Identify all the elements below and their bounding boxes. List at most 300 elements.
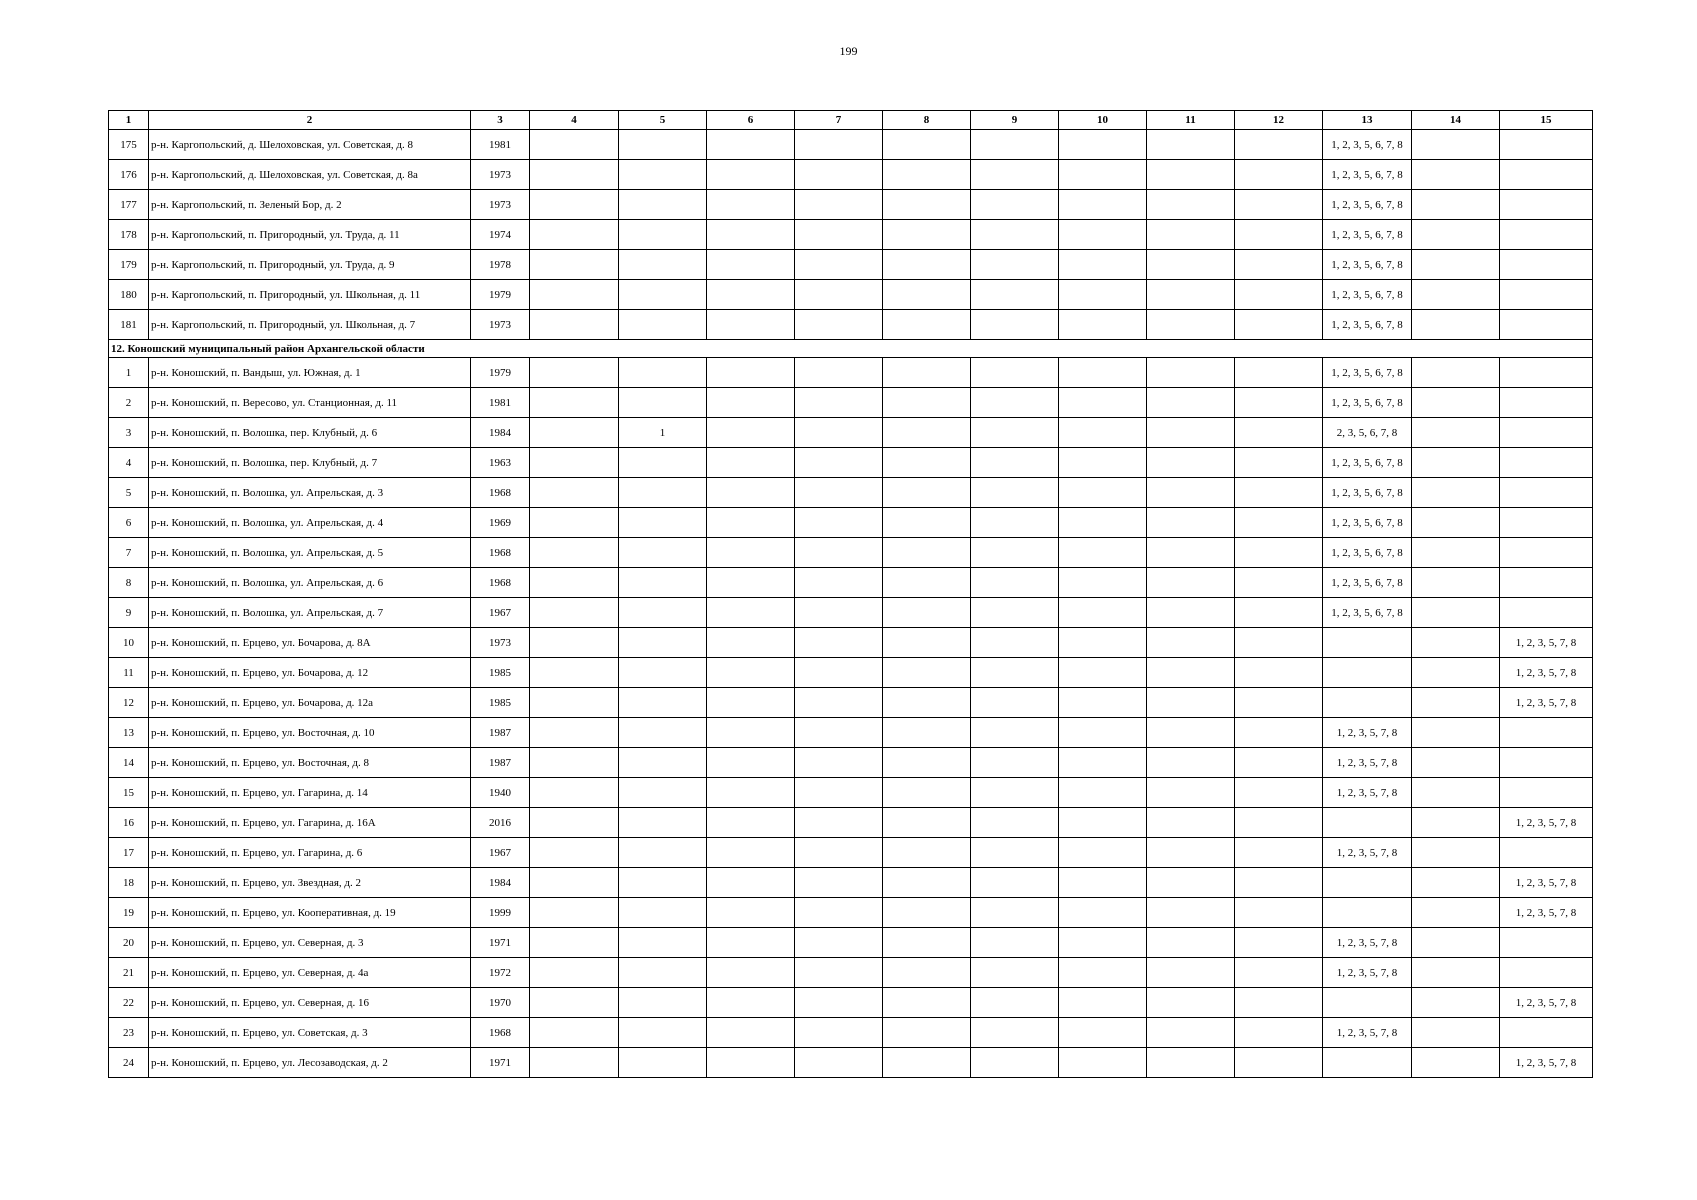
table-cell-col-13: 1, 2, 3, 5, 6, 7, 8 [1323, 508, 1412, 538]
table-cell-col-4 [530, 160, 619, 190]
table-cell-col-14 [1412, 928, 1500, 958]
table-cell-col-7 [795, 418, 883, 448]
column-header-9: 9 [971, 111, 1059, 130]
table-cell-col-15: 1, 2, 3, 5, 7, 8 [1500, 898, 1593, 928]
column-header-2: 2 [149, 111, 471, 130]
table-cell-col-13: 1, 2, 3, 5, 6, 7, 8 [1323, 130, 1412, 160]
table-cell-col-9 [971, 358, 1059, 388]
table-cell-col-4 [530, 478, 619, 508]
table-cell-col-14 [1412, 808, 1500, 838]
table-cell-col-9 [971, 1018, 1059, 1048]
table-cell-col-14 [1412, 658, 1500, 688]
table-cell-col-13 [1323, 988, 1412, 1018]
table-cell-col-4 [530, 310, 619, 340]
table-header [109, 111, 1593, 130]
table-cell-col-10 [1059, 418, 1147, 448]
table-cell-col-8 [883, 688, 971, 718]
table-cell-col-7 [795, 808, 883, 838]
table-cell-col-12 [1235, 958, 1323, 988]
table-cell-col-9 [971, 388, 1059, 418]
table-cell-col-1: 21 [109, 958, 149, 988]
table-cell-col-8 [883, 538, 971, 568]
table-cell-col-1: 2 [109, 388, 149, 418]
table-cell-col-8 [883, 838, 971, 868]
table-cell-col-10 [1059, 220, 1147, 250]
table-cell-col-6 [707, 280, 795, 310]
table-cell-col-6 [707, 310, 795, 340]
table-row [109, 160, 1593, 190]
table-cell-col-2: р-н. Коношский, п. Волошка, пер. Клубный, д. 7 [149, 448, 471, 478]
table-cell-col-6 [707, 598, 795, 628]
table-cell-col-15 [1500, 508, 1593, 538]
table-cell-col-12 [1235, 838, 1323, 868]
table-cell-col-4 [530, 568, 619, 598]
table-cell-col-7 [795, 538, 883, 568]
table-cell-col-11 [1147, 160, 1235, 190]
table-cell-col-5 [619, 598, 707, 628]
table-cell-col-9 [971, 448, 1059, 478]
table-cell-col-13: 1, 2, 3, 5, 6, 7, 8 [1323, 358, 1412, 388]
table-cell-col-1: 179 [109, 250, 149, 280]
table-cell-col-5 [619, 190, 707, 220]
table-cell-col-10 [1059, 958, 1147, 988]
table-cell-col-2: р-н. Каргопольский, п. Пригородный, ул. Труда, д. 11 [149, 220, 471, 250]
table-cell-col-15: 1, 2, 3, 5, 7, 8 [1500, 628, 1593, 658]
table-cell-col-13 [1323, 868, 1412, 898]
table-cell-col-7 [795, 280, 883, 310]
table-cell-col-13: 1, 2, 3, 5, 6, 7, 8 [1323, 280, 1412, 310]
table-cell-col-8 [883, 658, 971, 688]
table-cell-col-6 [707, 838, 795, 868]
table-cell-col-11 [1147, 388, 1235, 418]
table-cell-col-3: 1968 [471, 478, 530, 508]
table-cell-col-15 [1500, 598, 1593, 628]
table-cell-col-2: р-н. Коношский, п. Ерцево, ул. Восточная, д. 10 [149, 718, 471, 748]
table-cell-col-11 [1147, 838, 1235, 868]
table-cell-col-4 [530, 1048, 619, 1078]
table-cell-col-13 [1323, 1048, 1412, 1078]
table-cell-col-15 [1500, 778, 1593, 808]
table-cell-col-11 [1147, 928, 1235, 958]
table-row [109, 748, 1593, 778]
table-cell-col-6 [707, 868, 795, 898]
table-cell-col-14 [1412, 250, 1500, 280]
table-cell-col-3: 1972 [471, 958, 530, 988]
table-row [109, 928, 1593, 958]
table-cell-col-11 [1147, 568, 1235, 598]
table-cell-col-7 [795, 220, 883, 250]
table-cell-col-10 [1059, 748, 1147, 778]
table-cell-col-11 [1147, 868, 1235, 898]
table-cell-col-9 [971, 928, 1059, 958]
table-cell-col-4 [530, 688, 619, 718]
table-cell-col-12 [1235, 628, 1323, 658]
table-cell-col-8 [883, 220, 971, 250]
table-row [109, 838, 1593, 868]
table-cell-col-13: 1, 2, 3, 5, 7, 8 [1323, 838, 1412, 868]
table-cell-col-15 [1500, 388, 1593, 418]
table-cell-col-4 [530, 658, 619, 688]
table-cell-col-8 [883, 310, 971, 340]
table-cell-col-5 [619, 688, 707, 718]
table-cell-col-6 [707, 448, 795, 478]
table-cell-col-8 [883, 478, 971, 508]
table-cell-col-2: р-н. Коношский, п. Ерцево, ул. Звездная, д. 2 [149, 868, 471, 898]
table-cell-col-14 [1412, 538, 1500, 568]
table-cell-col-14 [1412, 190, 1500, 220]
table-cell-col-11 [1147, 250, 1235, 280]
table-cell-col-2: р-н. Коношский, п. Волошка, ул. Апрельская, д. 7 [149, 598, 471, 628]
table-cell-col-15 [1500, 160, 1593, 190]
table-cell-col-9 [971, 958, 1059, 988]
table-cell-col-14 [1412, 388, 1500, 418]
table-cell-col-15 [1500, 718, 1593, 748]
table-cell-col-5 [619, 928, 707, 958]
table-cell-col-6 [707, 190, 795, 220]
table-cell-col-1: 18 [109, 868, 149, 898]
table-cell-col-6 [707, 358, 795, 388]
table-cell-col-3: 1999 [471, 898, 530, 928]
table-row [109, 130, 1593, 160]
table-cell-col-10 [1059, 688, 1147, 718]
table-cell-col-8 [883, 190, 971, 220]
table-cell-col-10 [1059, 448, 1147, 478]
table-cell-col-15 [1500, 928, 1593, 958]
table-cell-col-2: р-н. Коношский, п. Волошка, ул. Апрельская, д. 6 [149, 568, 471, 598]
table-cell-col-2: р-н. Коношский, п. Вандыш, ул. Южная, д. 1 [149, 358, 471, 388]
table-row [109, 250, 1593, 280]
table-cell-col-11 [1147, 988, 1235, 1018]
table-cell-col-4 [530, 358, 619, 388]
table-cell-col-12 [1235, 718, 1323, 748]
table-cell-col-5 [619, 958, 707, 988]
table-cell-col-12 [1235, 478, 1323, 508]
table-cell-col-9 [971, 160, 1059, 190]
table-cell-col-7 [795, 598, 883, 628]
table-cell-col-13 [1323, 628, 1412, 658]
table-cell-col-14 [1412, 478, 1500, 508]
table-cell-col-8 [883, 598, 971, 628]
table-cell-col-10 [1059, 928, 1147, 958]
table-cell-col-6 [707, 220, 795, 250]
table-cell-col-8 [883, 160, 971, 190]
table-row [109, 868, 1593, 898]
table-cell-col-15 [1500, 1018, 1593, 1048]
table-cell-col-13: 1, 2, 3, 5, 6, 7, 8 [1323, 478, 1412, 508]
table-cell-col-11 [1147, 220, 1235, 250]
table-cell-col-2: р-н. Каргопольский, д. Шелоховская, ул. Советская, д. 8а [149, 160, 471, 190]
table-cell-col-3: 1978 [471, 250, 530, 280]
table-cell-col-11 [1147, 538, 1235, 568]
table-cell-col-15 [1500, 220, 1593, 250]
table-row [109, 508, 1593, 538]
table-cell-col-3: 1940 [471, 778, 530, 808]
table-cell-col-15 [1500, 958, 1593, 988]
table-cell-col-10 [1059, 310, 1147, 340]
table-cell-col-5: 1 [619, 418, 707, 448]
table-cell-col-1: 4 [109, 448, 149, 478]
table-cell-col-6 [707, 388, 795, 418]
table-cell-col-8 [883, 280, 971, 310]
table-cell-col-7 [795, 310, 883, 340]
table-cell-col-2: р-н. Коношский, п. Волошка, пер. Клубный, д. 6 [149, 418, 471, 448]
table-cell-col-5 [619, 898, 707, 928]
table-cell-col-13: 1, 2, 3, 5, 7, 8 [1323, 928, 1412, 958]
table-cell-col-8 [883, 718, 971, 748]
table-cell-col-13: 1, 2, 3, 5, 6, 7, 8 [1323, 220, 1412, 250]
table-cell-col-11 [1147, 1018, 1235, 1048]
table-cell-col-2: р-н. Коношский, п. Ерцево, ул. Советская, д. 3 [149, 1018, 471, 1048]
table-cell-col-11 [1147, 130, 1235, 160]
table-cell-col-14 [1412, 310, 1500, 340]
table-cell-col-5 [619, 358, 707, 388]
table-cell-col-4 [530, 958, 619, 988]
table-cell-col-6 [707, 658, 795, 688]
table-cell-col-11 [1147, 508, 1235, 538]
table-cell-col-6 [707, 718, 795, 748]
table-cell-col-12 [1235, 190, 1323, 220]
table-cell-col-14 [1412, 280, 1500, 310]
table-cell-col-10 [1059, 250, 1147, 280]
table-cell-col-10 [1059, 568, 1147, 598]
table-cell-col-2: р-н. Коношский, п. Ерцево, ул. Северная, д. 4а [149, 958, 471, 988]
table-cell-col-11 [1147, 688, 1235, 718]
table-cell-col-10 [1059, 808, 1147, 838]
table-cell-col-1: 15 [109, 778, 149, 808]
table-cell-col-8 [883, 448, 971, 478]
table-cell-col-4 [530, 628, 619, 658]
table-cell-col-4 [530, 988, 619, 1018]
table-cell-col-4 [530, 418, 619, 448]
table-cell-col-2: р-н. Коношский, п. Волошка, ул. Апрельская, д. 4 [149, 508, 471, 538]
table-cell-col-13: 1, 2, 3, 5, 7, 8 [1323, 778, 1412, 808]
table-row [109, 988, 1593, 1018]
table-cell-col-3: 1985 [471, 658, 530, 688]
table-cell-col-9 [971, 1048, 1059, 1078]
table-cell-col-12 [1235, 418, 1323, 448]
table-cell-col-12 [1235, 988, 1323, 1018]
table-cell-col-6 [707, 130, 795, 160]
table-cell-col-8 [883, 988, 971, 1018]
table-cell-col-1: 176 [109, 160, 149, 190]
table-cell-col-9 [971, 418, 1059, 448]
table-cell-col-5 [619, 478, 707, 508]
table-cell-col-7 [795, 778, 883, 808]
table-cell-col-5 [619, 310, 707, 340]
table-row [109, 718, 1593, 748]
table-row [109, 598, 1593, 628]
column-header-4: 4 [530, 111, 619, 130]
table-cell-col-13: 1, 2, 3, 5, 6, 7, 8 [1323, 310, 1412, 340]
table-cell-col-2: р-н. Коношский, п. Ерцево, ул. Северная, д. 3 [149, 928, 471, 958]
table-cell-col-7 [795, 1048, 883, 1078]
table-cell-col-13 [1323, 658, 1412, 688]
table-cell-col-1: 13 [109, 718, 149, 748]
table-cell-col-15 [1500, 280, 1593, 310]
table-cell-col-3: 1967 [471, 838, 530, 868]
table-cell-col-12 [1235, 538, 1323, 568]
table-cell-col-12 [1235, 310, 1323, 340]
table-cell-col-3: 1963 [471, 448, 530, 478]
table-cell-col-5 [619, 988, 707, 1018]
page-number: 199 [839, 44, 858, 58]
table-cell-col-6 [707, 778, 795, 808]
table-cell-col-6 [707, 538, 795, 568]
table-cell-col-3: 1967 [471, 598, 530, 628]
table-cell-col-12 [1235, 688, 1323, 718]
table-cell-col-3: 1969 [471, 508, 530, 538]
table-cell-col-10 [1059, 1018, 1147, 1048]
table-cell-col-10 [1059, 130, 1147, 160]
table-cell-col-14 [1412, 568, 1500, 598]
table-row [109, 190, 1593, 220]
table-row [109, 220, 1593, 250]
table-cell-col-7 [795, 928, 883, 958]
table-cell-col-4 [530, 598, 619, 628]
table-cell-col-12 [1235, 748, 1323, 778]
table-cell-col-15 [1500, 568, 1593, 598]
table-cell-col-14 [1412, 868, 1500, 898]
table-cell-col-4 [530, 280, 619, 310]
table-cell-col-4 [530, 778, 619, 808]
table-cell-col-4 [530, 190, 619, 220]
table-cell-col-13: 1, 2, 3, 5, 7, 8 [1323, 748, 1412, 778]
table-cell-col-13: 1, 2, 3, 5, 6, 7, 8 [1323, 598, 1412, 628]
section-title: 12. Коношский муниципальный район Архангельской области [109, 340, 1593, 358]
table-cell-col-4 [530, 1018, 619, 1048]
table-cell-col-9 [971, 250, 1059, 280]
table-cell-col-1: 23 [109, 1018, 149, 1048]
table-cell-col-10 [1059, 718, 1147, 748]
table-cell-col-13: 1, 2, 3, 5, 6, 7, 8 [1323, 538, 1412, 568]
table-cell-col-1: 24 [109, 1048, 149, 1078]
table-cell-col-14 [1412, 448, 1500, 478]
table-cell-col-15 [1500, 250, 1593, 280]
table-cell-col-11 [1147, 418, 1235, 448]
table-cell-col-14 [1412, 220, 1500, 250]
table-cell-col-1: 181 [109, 310, 149, 340]
table-cell-col-9 [971, 220, 1059, 250]
table-cell-col-6 [707, 808, 795, 838]
table-cell-col-8 [883, 748, 971, 778]
table-cell-col-3: 1984 [471, 868, 530, 898]
table-cell-col-10 [1059, 628, 1147, 658]
table-cell-col-15 [1500, 448, 1593, 478]
table-cell-col-2: р-н. Коношский, п. Ерцево, ул. Гагарина, д. 14 [149, 778, 471, 808]
table-cell-col-5 [619, 718, 707, 748]
table-cell-col-9 [971, 868, 1059, 898]
table-cell-col-7 [795, 388, 883, 418]
column-header-15: 15 [1500, 111, 1593, 130]
table-cell-col-5 [619, 868, 707, 898]
table-cell-col-5 [619, 568, 707, 598]
table-cell-col-10 [1059, 838, 1147, 868]
table-cell-col-11 [1147, 358, 1235, 388]
table-cell-col-6 [707, 508, 795, 538]
table-cell-col-1: 5 [109, 478, 149, 508]
table-cell-col-6 [707, 748, 795, 778]
table-cell-col-7 [795, 508, 883, 538]
table-cell-col-13: 1, 2, 3, 5, 6, 7, 8 [1323, 448, 1412, 478]
table-cell-col-10 [1059, 508, 1147, 538]
table-cell-col-3: 1970 [471, 988, 530, 1018]
table-cell-col-10 [1059, 538, 1147, 568]
table-cell-col-10 [1059, 868, 1147, 898]
table-cell-col-5 [619, 160, 707, 190]
table-row [109, 898, 1593, 928]
column-header-12: 12 [1235, 111, 1323, 130]
table-cell-col-3: 1968 [471, 538, 530, 568]
table-cell-col-11 [1147, 478, 1235, 508]
table-cell-col-7 [795, 358, 883, 388]
table-cell-col-2: р-н. Коношский, п. Ерцево, ул. Бочарова, д. 8А [149, 628, 471, 658]
table-cell-col-15: 1, 2, 3, 5, 7, 8 [1500, 988, 1593, 1018]
table-cell-col-9 [971, 478, 1059, 508]
table-cell-col-1: 12 [109, 688, 149, 718]
table-cell-col-8 [883, 628, 971, 658]
table-cell-col-12 [1235, 868, 1323, 898]
table-cell-col-1: 6 [109, 508, 149, 538]
table-cell-col-8 [883, 778, 971, 808]
table-cell-col-5 [619, 838, 707, 868]
table-cell-col-3: 1968 [471, 568, 530, 598]
table-cell-col-12 [1235, 1048, 1323, 1078]
table-cell-col-15 [1500, 418, 1593, 448]
table-cell-col-3: 1984 [471, 418, 530, 448]
table-body [109, 130, 1593, 1078]
table-cell-col-6 [707, 688, 795, 718]
table-cell-col-7 [795, 1018, 883, 1048]
table-cell-col-12 [1235, 280, 1323, 310]
table-cell-col-7 [795, 130, 883, 160]
table-cell-col-14 [1412, 898, 1500, 928]
table-cell-col-10 [1059, 778, 1147, 808]
table-cell-col-7 [795, 898, 883, 928]
table-cell-col-12 [1235, 508, 1323, 538]
table-cell-col-1: 20 [109, 928, 149, 958]
table-cell-col-1: 19 [109, 898, 149, 928]
table-cell-col-9 [971, 310, 1059, 340]
table-cell-col-12 [1235, 448, 1323, 478]
table-cell-col-14 [1412, 958, 1500, 988]
table-cell-col-2: р-н. Коношский, п. Ерцево, ул. Кооперативная, д. 19 [149, 898, 471, 928]
table-cell-col-2: р-н. Каргопольский, п. Зеленый Бор, д. 2 [149, 190, 471, 220]
table-cell-col-1: 7 [109, 538, 149, 568]
table-cell-col-6 [707, 478, 795, 508]
table-cell-col-5 [619, 280, 707, 310]
table-cell-col-7 [795, 250, 883, 280]
table-cell-col-7 [795, 748, 883, 778]
table-row [109, 808, 1593, 838]
table-cell-col-7 [795, 658, 883, 688]
table-cell-col-13: 1, 2, 3, 5, 6, 7, 8 [1323, 388, 1412, 418]
table-cell-col-2: р-н. Каргопольский, п. Пригородный, ул. Школьная, д. 7 [149, 310, 471, 340]
table-cell-col-11 [1147, 778, 1235, 808]
table-cell-col-15 [1500, 748, 1593, 778]
table-row [109, 478, 1593, 508]
table-cell-col-15: 1, 2, 3, 5, 7, 8 [1500, 658, 1593, 688]
table-cell-col-5 [619, 748, 707, 778]
table-row [109, 958, 1593, 988]
table-cell-col-8 [883, 928, 971, 958]
table-cell-col-9 [971, 838, 1059, 868]
table-cell-col-7 [795, 868, 883, 898]
table-row [109, 310, 1593, 340]
table-cell-col-5 [619, 778, 707, 808]
table-cell-col-1: 11 [109, 658, 149, 688]
table-cell-col-5 [619, 628, 707, 658]
table-cell-col-11 [1147, 958, 1235, 988]
